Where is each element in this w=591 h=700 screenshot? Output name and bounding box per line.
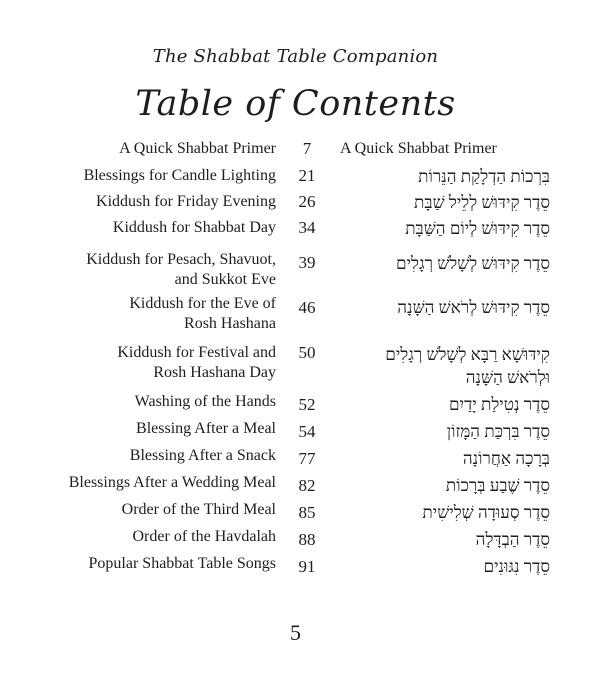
entry-title-hebrew: סֵדֶר בִּרְכַּת הַמָּזוֹן xyxy=(446,422,550,441)
entry-title-hebrew: קִידּוּשָׁא רַבָּא לְשָׁלֹשׁ רְגָלִים וּלְרֹאשׁ הַשָּׁנָה xyxy=(385,345,550,387)
entry-title-hebrew: בְּרָכָה אַחֲרוֹנָה xyxy=(462,449,550,468)
entry-title-hebrew: סֵדֶר שֶׁבַע בְּרָכוֹת xyxy=(445,476,550,495)
entry-title-english: Blessing After a Meal xyxy=(136,420,276,437)
entry-title-hebrew: בִּרְכוֹת הַדְלָקַת הַנֵּרוֹת xyxy=(418,167,550,186)
entry-title-hebrew: סֵדֶר קִידּוּשׁ לְיוֹם הַשַּׁבָּת xyxy=(405,219,550,238)
entry-page-number: 46 xyxy=(298,298,316,317)
entry-title-english: Blessing After a Snack xyxy=(129,447,276,464)
entry-page-number: 54 xyxy=(298,422,316,441)
entry-page-number: 91 xyxy=(298,557,316,576)
entry-page-number: 21 xyxy=(298,166,316,185)
entry-page-number: 77 xyxy=(298,449,316,468)
entry-title-english: Kiddush for Shabbat Day xyxy=(112,219,276,236)
entry-title-english: Order of the Havdalah xyxy=(132,528,276,545)
entry-title-english: Kiddush for Friday Evening xyxy=(96,193,276,210)
entry-page-number: 26 xyxy=(298,192,316,211)
entry-page-number: 39 xyxy=(298,253,316,272)
entry-page-number: 52 xyxy=(298,395,316,414)
toc-heading: Table of Contents xyxy=(135,84,456,124)
entry-title-english: Popular Shabbat Table Songs xyxy=(88,555,276,572)
entry-title-hebrew: סֵדֶר הַבְדָּלָה xyxy=(475,530,550,549)
entry-title-english: Blessings for Candle Lighting xyxy=(83,167,276,184)
entry-title-hebrew: סֵדֶר קִידּוּשׁ לְשָׁלֹשׁ רְגָלִים xyxy=(395,254,550,273)
entry-page-number: 7 xyxy=(302,139,312,158)
entry-page-number: 50 xyxy=(298,343,316,362)
entry-title-hebrew: A Quick Shabbat Primer xyxy=(340,140,497,157)
entry-page-number: 88 xyxy=(298,530,316,549)
entry-title-english: Kiddush for Pesach, Shavuot, and Sukkot Eve xyxy=(86,251,276,288)
book-title: The Shabbat Table Companion xyxy=(152,46,439,67)
entry-page-number: 85 xyxy=(298,503,316,522)
entry-title-english: Washing of the Hands xyxy=(134,393,276,410)
entry-title-hebrew: סֵדֶר קִידּוּשׁ לְרֹאשׁ הַשָּׁנָה xyxy=(397,298,550,317)
entry-title-english: Order of the Third Meal xyxy=(121,501,276,518)
entry-title-english: Kiddush for the Eve of Rosh Hashana xyxy=(129,295,276,332)
entry-title-english: A Quick Shabbat Primer xyxy=(119,140,276,157)
entry-title-english: Kiddush for Festival and Rosh Hashana Day xyxy=(117,344,276,381)
entry-page-number: 34 xyxy=(298,218,316,237)
entry-title-hebrew: סֵדֶר נִגּוּנִים xyxy=(483,557,550,576)
entry-title-hebrew: סֵדֶר סְעוּדָה שְׁלִישִׁית xyxy=(422,503,550,522)
entry-title-hebrew: סֵדֶר קִידּוּשׁ לְלֵיל שַׁבָּת xyxy=(414,193,550,212)
entry-title-hebrew: סֵדֶר נְטִילַת יָדַיִם xyxy=(449,395,550,414)
entry-title-english: Blessings After a Wedding Meal xyxy=(68,474,276,491)
entry-page-number: 82 xyxy=(298,476,316,495)
page-number: 5 xyxy=(290,620,301,645)
